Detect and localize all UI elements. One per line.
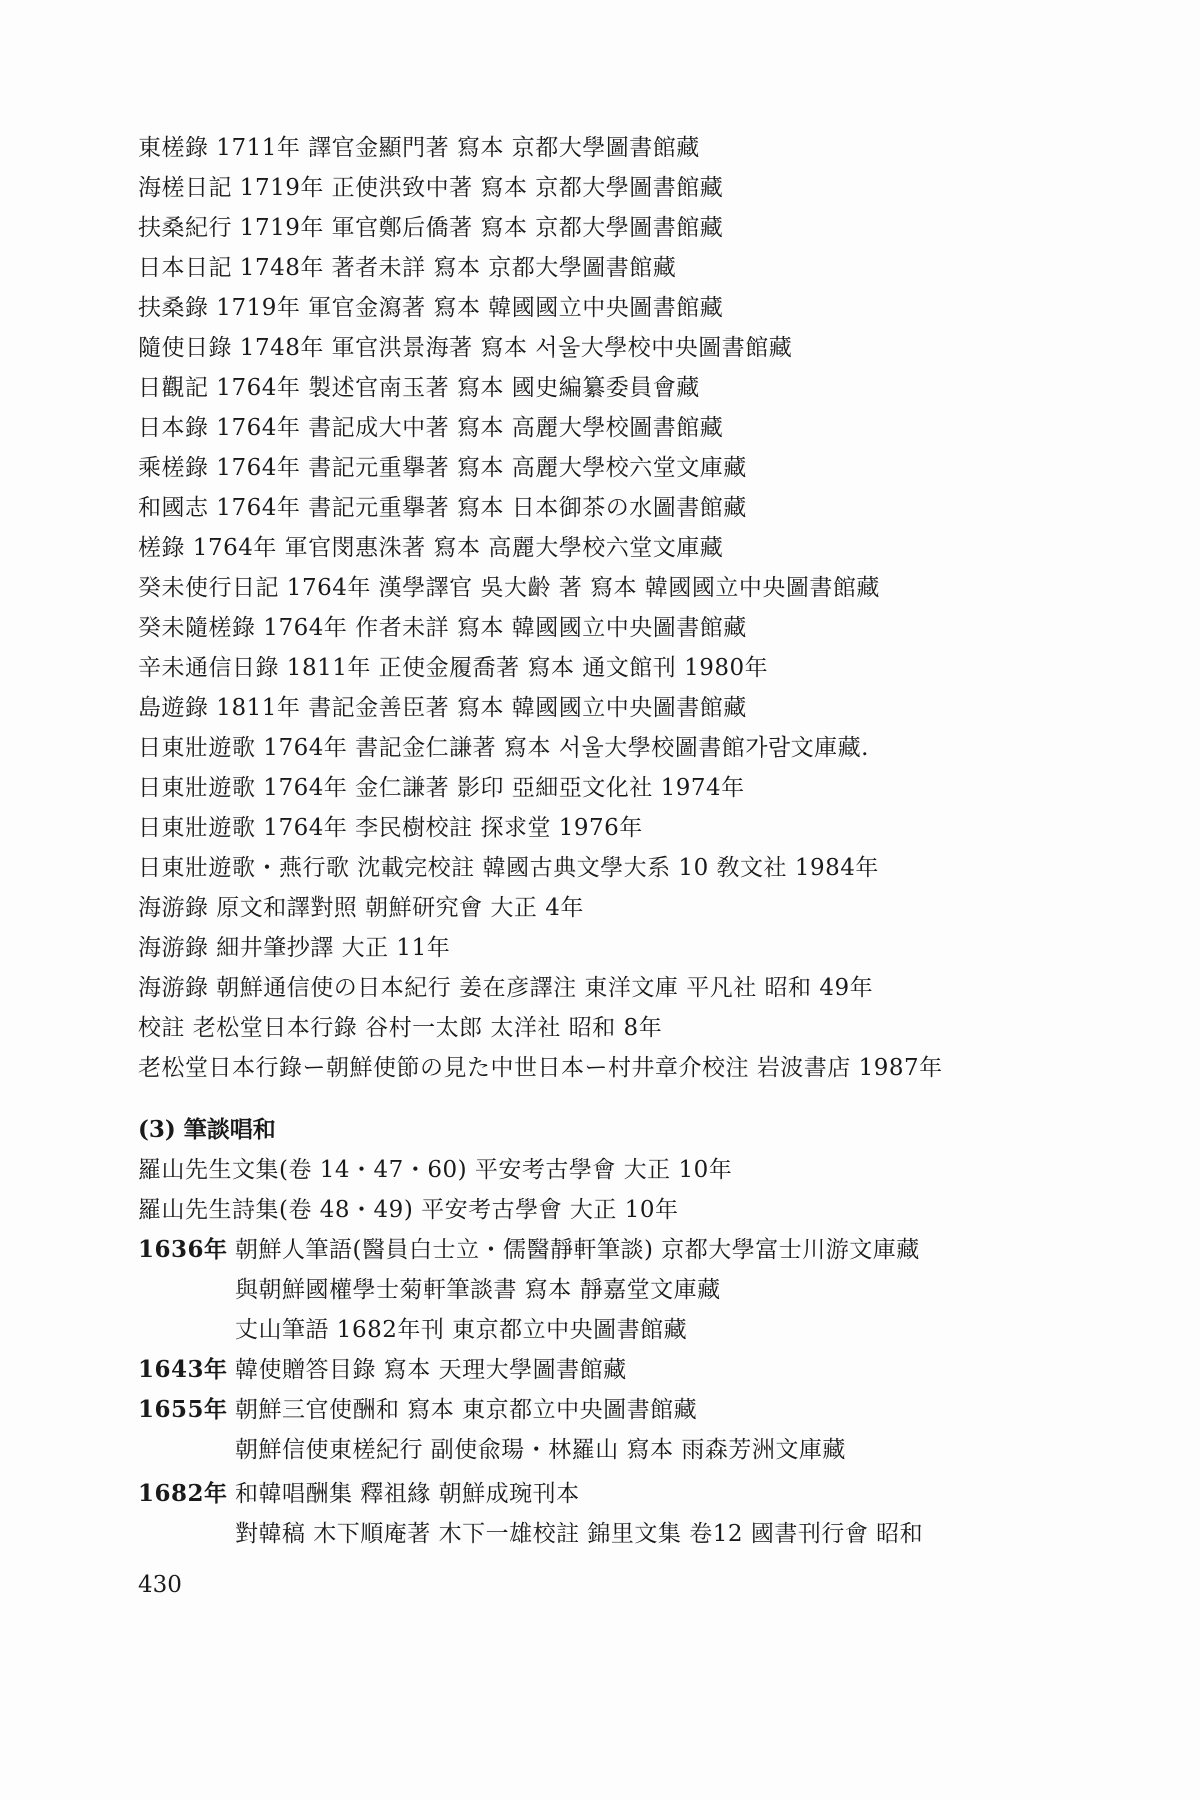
entry-lines	[235, 1350, 627, 1390]
bibliography-line: 扶桑錄 1719年 軍官金瀉著 寫本 韓國國立中央圖書館藏	[138, 295, 724, 321]
year-entry	[138, 1474, 1098, 1554]
bibliography-line: 癸未使行日記 1764年 漢學譯官 吳大齡 著 寫本 韓國國立中央圖書館藏	[138, 575, 880, 601]
entry-line: 與朝鮮國權學士菊軒筆談書 寫本 靜嘉堂文庫藏	[235, 1277, 721, 1303]
entry-line: 朝鮮信使東槎紀行 副使兪瑒・林羅山 寫本 雨森芳洲文庫藏	[235, 1437, 846, 1463]
bibliography-line: 羅山先生文集(卷 14・47・60) 平安考古學會 大正 10年	[138, 1157, 733, 1183]
year-entry	[138, 1350, 1098, 1390]
bibliography-line: 和國志 1764年 書記元重擧著 寫本 日本御茶の水圖書館藏	[138, 495, 747, 521]
bibliography-line: 羅山先生詩集(卷 48・49) 平安考古學會 大正 10年	[138, 1197, 679, 1223]
year-entry	[138, 1230, 1098, 1350]
entry-year: 1636年	[138, 1236, 228, 1263]
bibliography-line: 隨使日錄 1748年 軍官洪景海著 寫本 서울大學校中央圖書館藏	[138, 335, 793, 361]
bibliography-line: 日東壯遊歌・燕行歌 沈載完校註 韓國古典文學大系 10 敎文社 1984年	[138, 855, 879, 881]
entry-lines	[235, 1390, 846, 1470]
bibliography-line: 扶桑紀行 1719年 軍官鄭后僑著 寫本 京都大學圖書館藏	[138, 215, 724, 241]
entry-line: 朝鮮三官使酬和 寫本 東京都立中央圖書館藏	[235, 1397, 698, 1423]
entry-lines	[235, 1230, 920, 1350]
entry-line: 朝鮮人筆語(醫員白士立・儒醫靜軒筆談) 京都大學富士川游文庫藏	[235, 1237, 920, 1263]
bibliography-line: 日本日記 1748年 著者未詳 寫本 京都大學圖書館藏	[138, 255, 677, 281]
bibliography-line: 校註 老松堂日本行錄 谷村一太郎 太洋社 昭和 8年	[138, 1015, 663, 1041]
section-heading: (3) 筆談唱和	[138, 1116, 276, 1143]
bibliography-line: 老松堂日本行錄ー朝鮮使節の見た中世日本ー村井章介校注 岩波書店 1987年	[138, 1055, 943, 1081]
bibliography-line: 海槎日記 1719年 正使洪致中著 寫本 京都大學圖書館藏	[138, 175, 724, 201]
bibliography-line: 辛未通信日錄 1811年 正使金履喬著 寫本 通文館刊 1980年	[138, 655, 769, 681]
entry-line: 和韓唱酬集 釋祖緣 朝鮮成琬刊本	[235, 1481, 580, 1507]
entry-line: 丈山筆語 1682年刊 東京都立中央圖書館藏	[235, 1317, 688, 1343]
bibliography-line: 海游錄 朝鮮通信使の日本紀行 姜在彦譯注 東洋文庫 平凡社 昭和 49年	[138, 975, 874, 1001]
bibliography-line: 島遊錄 1811年 書記金善臣著 寫本 韓國國立中央圖書館藏	[138, 695, 747, 721]
bibliography-line: 海游錄 細井肇抄譯 大正 11年	[138, 935, 451, 961]
bibliography-line: 東槎錄 1711年 譯官金顯門著 寫本 京都大學圖書館藏	[138, 135, 700, 161]
bibliography-line: 日觀記 1764年 製述官南玉著 寫本 國史編纂委員會藏	[138, 375, 700, 401]
bibliography-line: 日東壯遊歌 1764年 金仁謙著 影印 亞細亞文化社 1974年	[138, 775, 745, 801]
bibliography-line: 日本錄 1764年 書記成大中著 寫本 高麗大學校圖書館藏	[138, 415, 724, 441]
bibliography-line: 乘槎錄 1764年 書記元重擧著 寫本 高麗大學校六堂文庫藏	[138, 455, 747, 481]
page-number: 430	[138, 1572, 182, 1598]
bibliography-line: 癸未隨槎錄 1764年 作者未詳 寫本 韓國國立中央圖書館藏	[138, 615, 747, 641]
bibliography-line: 槎錄 1764年 軍官閔惠洙著 寫本 高麗大學校六堂文庫藏	[138, 535, 724, 561]
entry-year: 1682年	[138, 1480, 228, 1507]
entry-year: 1655年	[138, 1396, 228, 1423]
page-content	[138, 128, 1098, 1554]
bibliography-line: 日東壯遊歌 1764年 李民樹校註 探求堂 1976年	[138, 815, 643, 841]
entry-lines	[235, 1474, 923, 1554]
entry-year: 1643年	[138, 1356, 228, 1383]
entry-line: 對韓稿 木下順庵著 木下一雄校註 錦里文集 卷12 國書刊行會 昭和	[235, 1521, 924, 1547]
year-entry	[138, 1390, 1098, 1470]
entry-line: 韓使贈答目錄 寫本 天理大學圖書館藏	[235, 1357, 627, 1383]
bibliography-line: 海游錄 原文和譯對照 朝鮮研究會 大正 4年	[138, 895, 584, 921]
bibliography-line: 日東壯遊歌 1764年 書記金仁謙著 寫本 서울大學校圖書館가람文庫藏.	[138, 735, 869, 761]
